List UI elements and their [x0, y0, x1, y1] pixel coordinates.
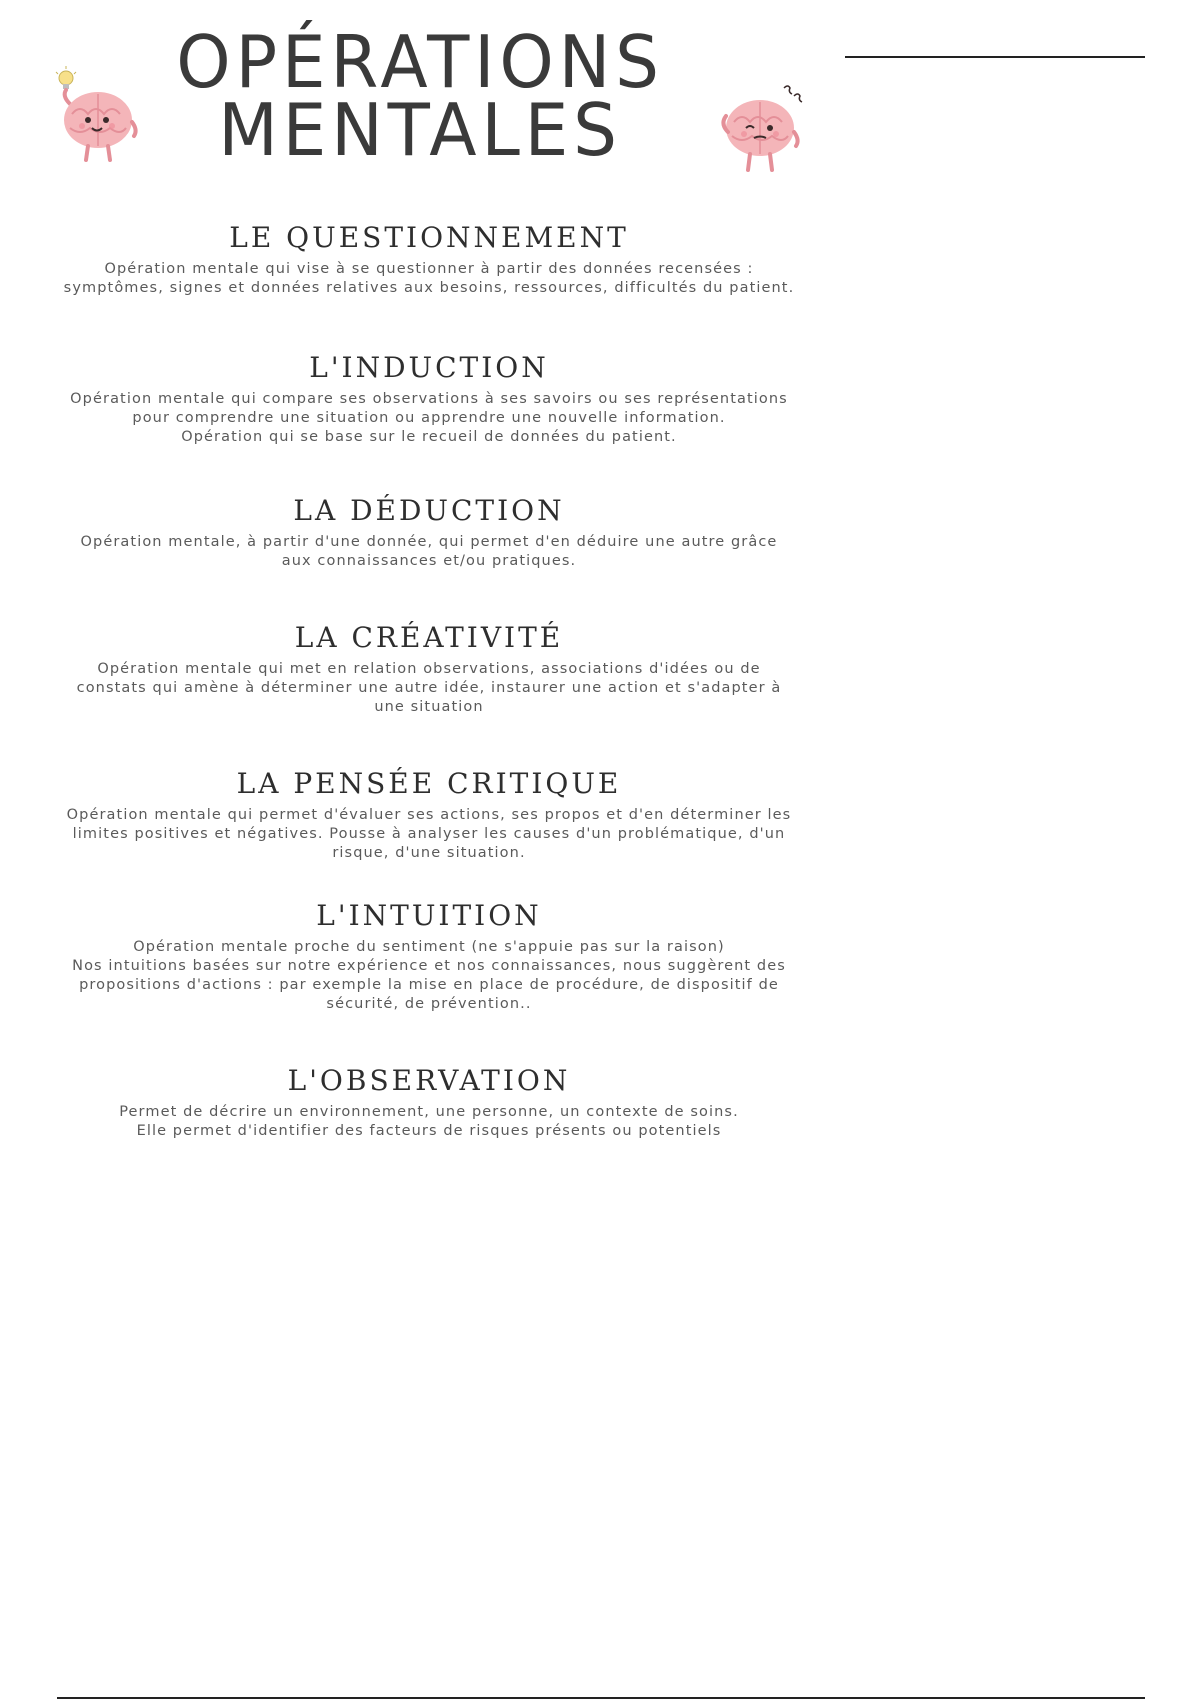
section-text — [14, 806, 844, 863]
top-right-rule — [845, 56, 1145, 58]
text-line: symptômes, signes et données relatives aux besoins, ressources, difficultés du patient. — [63, 280, 795, 296]
section-induction — [14, 352, 844, 447]
header — [0, 20, 860, 180]
brain-confused-icon — [714, 80, 810, 180]
section-text — [14, 390, 844, 447]
text-line: pour comprendre une situation ou apprendre une nouvelle information. — [132, 410, 726, 426]
text-line: aux connaissances et/ou pratiques. — [281, 553, 577, 569]
text-line: Opération mentale qui compare ses observations à ses savoirs ou ses représentations — [70, 391, 788, 407]
text-line: Opération mentale qui vise à se questionner à partir des données recensées : — [104, 261, 754, 277]
text-line: Opération mentale qui met en relation observations, associations d'idées ou de — [97, 661, 761, 677]
text-line: limites positives et négatives. Pousse à analyser les causes d'un problématique, d'un — [72, 826, 786, 842]
section-title: L'OBSERVATION — [287, 1064, 571, 1097]
title-line-2: MENTALES — [218, 88, 622, 172]
brain-lightbulb-icon — [48, 64, 144, 164]
section-text — [14, 533, 844, 571]
section-title: L'INDUCTION — [309, 351, 549, 384]
section-title: LE QUESTIONNEMENT — [229, 221, 629, 254]
section-title: LA CRÉATIVITÉ — [294, 621, 564, 654]
section-pensee-critique — [14, 768, 844, 863]
text-line: Permet de décrire un environnement, une personne, un contexte de soins. — [119, 1104, 739, 1120]
page-title — [151, 20, 689, 172]
text-line: sécurité, de prévention.. — [326, 996, 532, 1012]
section-title: LA DÉDUCTION — [293, 494, 565, 527]
section-title: L'INTUITION — [316, 899, 542, 932]
text-line: risque, d'une situation. — [332, 845, 526, 861]
text-line: Opération qui se base sur le recueil de données du patient. — [181, 429, 677, 445]
section-observation — [14, 1065, 844, 1141]
text-line: Elle permet d'identifier des facteurs de risques présents ou potentiels — [136, 1123, 722, 1139]
text-line: Opération mentale, à partir d'une donnée, qui permet d'en déduire une autre grâce — [80, 534, 778, 550]
section-deduction — [14, 495, 844, 571]
text-line: propositions d'actions : par exemple la mise en place de procédure, de dispositif de — [79, 977, 779, 993]
section-text — [14, 660, 844, 717]
text-line: une situation — [374, 699, 484, 715]
section-intuition — [14, 900, 844, 1014]
text-line: constats qui amène à déterminer une autre idée, instaurer une action et s'adapter à — [76, 680, 782, 696]
section-text — [14, 938, 844, 1014]
text-line: Opération mentale proche du sentiment (ne s'appuie pas sur la raison) — [133, 939, 725, 955]
section-questionnement — [14, 222, 844, 298]
section-text — [14, 1103, 844, 1141]
section-title: LA PENSÉE CRITIQUE — [236, 767, 622, 800]
bottom-rule — [57, 1697, 1145, 1699]
text-line: Nos intuitions basées sur notre expérience et nos connaissances, nous suggèrent des — [72, 958, 786, 974]
title-line-1: OPÉRATIONS — [176, 20, 664, 104]
section-text — [14, 260, 844, 298]
section-creativite — [14, 622, 844, 717]
text-line: Opération mentale qui permet d'évaluer ses actions, ses propos et d'en déterminer les — [66, 807, 792, 823]
